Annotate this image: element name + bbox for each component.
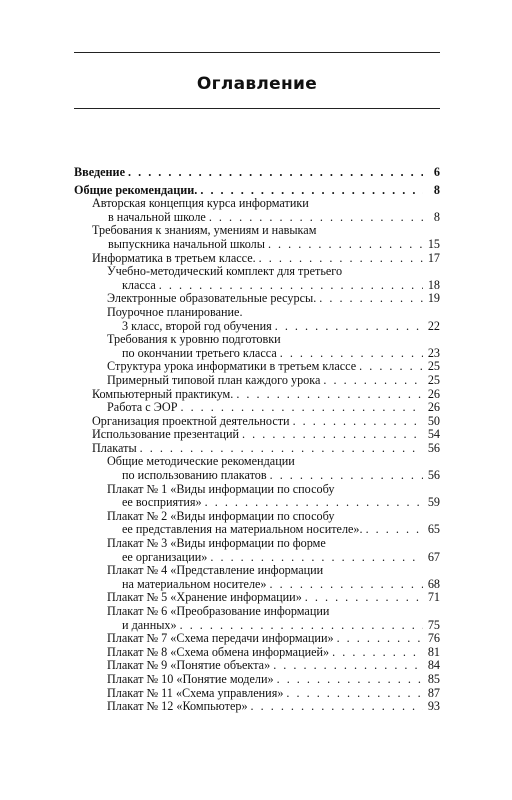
page-number: 15 <box>427 236 440 251</box>
toc-entry-text: Информатика в третьем классе. <box>92 250 256 265</box>
toc-entry-text: Плакат № 1 «Виды информации по способу <box>107 481 335 496</box>
dot-leader <box>236 388 423 402</box>
page-number: 25 <box>427 372 440 387</box>
toc-entry-text: и данных» <box>122 617 177 632</box>
toc-entry[interactable] <box>0 673 512 687</box>
toc-entry-text: Общие рекомендации. <box>74 182 198 197</box>
toc-entry-text: по использованию плакатов <box>122 468 267 483</box>
page-number: 8 <box>433 209 440 224</box>
toc-entry-text: Плакат № 8 «Схема обмена информацией» <box>107 644 330 659</box>
toc-entry-text: класса <box>122 277 156 292</box>
dot-leader <box>140 442 423 456</box>
table-of-contents <box>0 166 512 714</box>
toc-entry[interactable] <box>0 265 512 292</box>
toc-entry[interactable] <box>0 591 512 605</box>
page-number: 22 <box>427 318 440 333</box>
dot-leader <box>280 347 423 361</box>
toc-entry[interactable] <box>0 632 512 646</box>
page-number: 23 <box>427 345 440 360</box>
toc-entry-text: Плакат № 2 «Виды информации по способу <box>107 508 335 523</box>
dot-leader <box>286 687 423 701</box>
page-title: Оглавление <box>196 74 318 94</box>
dot-leader <box>209 211 423 225</box>
toc-entry-text: Плакат № 10 «Понятие модели» <box>107 671 274 686</box>
toc-entry-text: Компьютерный практикум. <box>92 386 234 401</box>
toc-entry[interactable] <box>0 659 512 673</box>
dot-leader <box>319 292 423 306</box>
toc-entry-text: выпускника начальной школы <box>108 236 265 251</box>
toc-entry-text: Плакаты <box>92 440 137 455</box>
dot-leader <box>205 496 423 510</box>
toc-entry[interactable] <box>0 483 512 510</box>
page-number: 71 <box>427 590 440 605</box>
toc-entry-text: ее представления на материальном носителе». <box>122 522 363 537</box>
dot-leader <box>242 428 423 442</box>
dot-leader <box>270 469 423 483</box>
toc-entry-text: Общие методические рекомендации <box>107 454 295 469</box>
toc-entry-text: Использование презентаций <box>92 427 240 442</box>
toc-entry-text: ее восприятия» <box>122 495 202 510</box>
toc-entry-text: ее организации» <box>122 549 208 564</box>
dot-leader <box>366 523 423 537</box>
toc-entry-text: Примерный типовой план каждого урока <box>107 372 321 387</box>
toc-entry[interactable] <box>0 252 512 266</box>
page-number: 25 <box>427 359 440 374</box>
toc-entry[interactable] <box>0 510 512 537</box>
toc-entry-text: Работа с ЭОР <box>107 400 178 415</box>
toc-entry[interactable] <box>0 360 512 374</box>
page-number: 26 <box>427 386 440 401</box>
toc-entry[interactable] <box>0 455 512 482</box>
toc-entry[interactable] <box>0 646 512 660</box>
page-number: 54 <box>427 427 440 442</box>
dot-leader <box>251 700 423 714</box>
page-number: 6 <box>433 165 440 179</box>
dot-leader <box>200 184 423 198</box>
title-rule <box>74 108 440 109</box>
page-number: 84 <box>427 658 440 673</box>
page-number: 85 <box>427 671 440 686</box>
toc-entry[interactable] <box>0 306 512 333</box>
dot-leader <box>273 659 423 673</box>
dot-leader <box>159 279 423 293</box>
page-number: 50 <box>427 413 440 428</box>
toc-entry-text: Плакат № 12 «Компьютер» <box>107 699 248 714</box>
toc-entry-text: Структура урока информатики в третьем классе <box>107 359 357 374</box>
toc-entry[interactable] <box>0 687 512 701</box>
toc-entry[interactable] <box>0 700 512 714</box>
dot-leader <box>332 646 423 660</box>
page-number: 76 <box>427 631 440 646</box>
toc-entry[interactable] <box>0 374 512 388</box>
toc-entry-text: Организация проектной деятельности <box>92 413 290 428</box>
page-number: 65 <box>427 522 440 537</box>
page-number: 26 <box>427 400 440 415</box>
toc-entry[interactable] <box>0 166 512 180</box>
toc-entry-text: Введение <box>74 165 125 179</box>
toc-entry-text: Требования к знаниям, умениям и навыкам <box>92 223 317 238</box>
toc-entry[interactable] <box>0 428 512 442</box>
dot-leader <box>268 238 423 252</box>
toc-entry[interactable] <box>0 197 512 224</box>
toc-entry-text: Авторская концепция курса информатики <box>92 196 309 211</box>
toc-entry-text: Плакат № 6 «Преобразование информации <box>107 604 330 618</box>
page-number: 19 <box>427 291 440 306</box>
dot-leader <box>210 551 423 565</box>
dot-leader <box>128 166 423 180</box>
dot-leader <box>337 632 423 646</box>
page-number: 56 <box>427 468 440 483</box>
top-rule <box>74 52 440 53</box>
toc-entry[interactable] <box>0 333 512 360</box>
toc-entry[interactable] <box>0 224 512 251</box>
page-number: 18 <box>427 277 440 292</box>
page-number: 17 <box>427 250 440 265</box>
toc-entry-text: Плакат № 5 «Хранение информации» <box>107 590 302 605</box>
page-number: 93 <box>427 699 440 714</box>
toc-entry[interactable] <box>0 401 512 415</box>
toc-entry[interactable] <box>0 388 512 402</box>
toc-entry-text: по окончании третьего класса <box>122 345 277 360</box>
page-number: 75 <box>427 617 440 632</box>
toc-entry-text: Плакат № 3 «Виды информации по форме <box>107 536 326 551</box>
page-number: 67 <box>427 549 440 564</box>
page-number: 81 <box>427 644 440 659</box>
toc-entry[interactable] <box>0 415 512 429</box>
dot-leader <box>180 619 423 633</box>
dot-leader <box>180 401 423 415</box>
toc-entry[interactable] <box>0 564 512 591</box>
dot-leader <box>277 673 423 687</box>
toc-entry[interactable] <box>0 605 512 632</box>
dot-leader <box>275 320 423 334</box>
page-number: 68 <box>427 576 440 591</box>
toc-entry[interactable] <box>0 442 512 456</box>
toc-entry-text: Плакат № 4 «Представление информации <box>107 563 324 578</box>
page-number: 8 <box>433 182 440 197</box>
toc-entry-text: Плакат № 7 «Схема передачи информации» <box>107 631 334 646</box>
toc-entry[interactable] <box>0 292 512 306</box>
dot-leader <box>323 374 423 388</box>
toc-entry-text: Поурочное планирование. <box>107 304 243 319</box>
toc-entry-text: Требования к уровню подготовки <box>107 332 281 347</box>
toc-entry-text: Плакат № 9 «Понятие объекта» <box>107 658 271 673</box>
dot-leader <box>359 360 423 374</box>
toc-entry[interactable] <box>0 184 512 198</box>
toc-entry-text: Плакат № 11 «Схема управления» <box>107 685 284 700</box>
toc-entry-text: Учебно-методический комплект для третьего <box>107 264 343 279</box>
dot-leader <box>270 578 423 592</box>
toc-entry-text: на материальном носителе» <box>122 576 267 591</box>
toc-entry-text: 3 класс, второй год обучения <box>122 318 272 333</box>
toc-entry-text: в начальной школе <box>108 209 206 224</box>
page-number: 87 <box>427 685 440 700</box>
toc-entry[interactable] <box>0 537 512 564</box>
page-number: 56 <box>427 440 440 455</box>
toc-entry-text: Электронные образовательные ресурсы. <box>107 291 317 306</box>
dot-leader <box>259 252 423 266</box>
page-number: 59 <box>427 495 440 510</box>
dot-leader <box>293 415 423 429</box>
dot-leader <box>305 591 423 605</box>
